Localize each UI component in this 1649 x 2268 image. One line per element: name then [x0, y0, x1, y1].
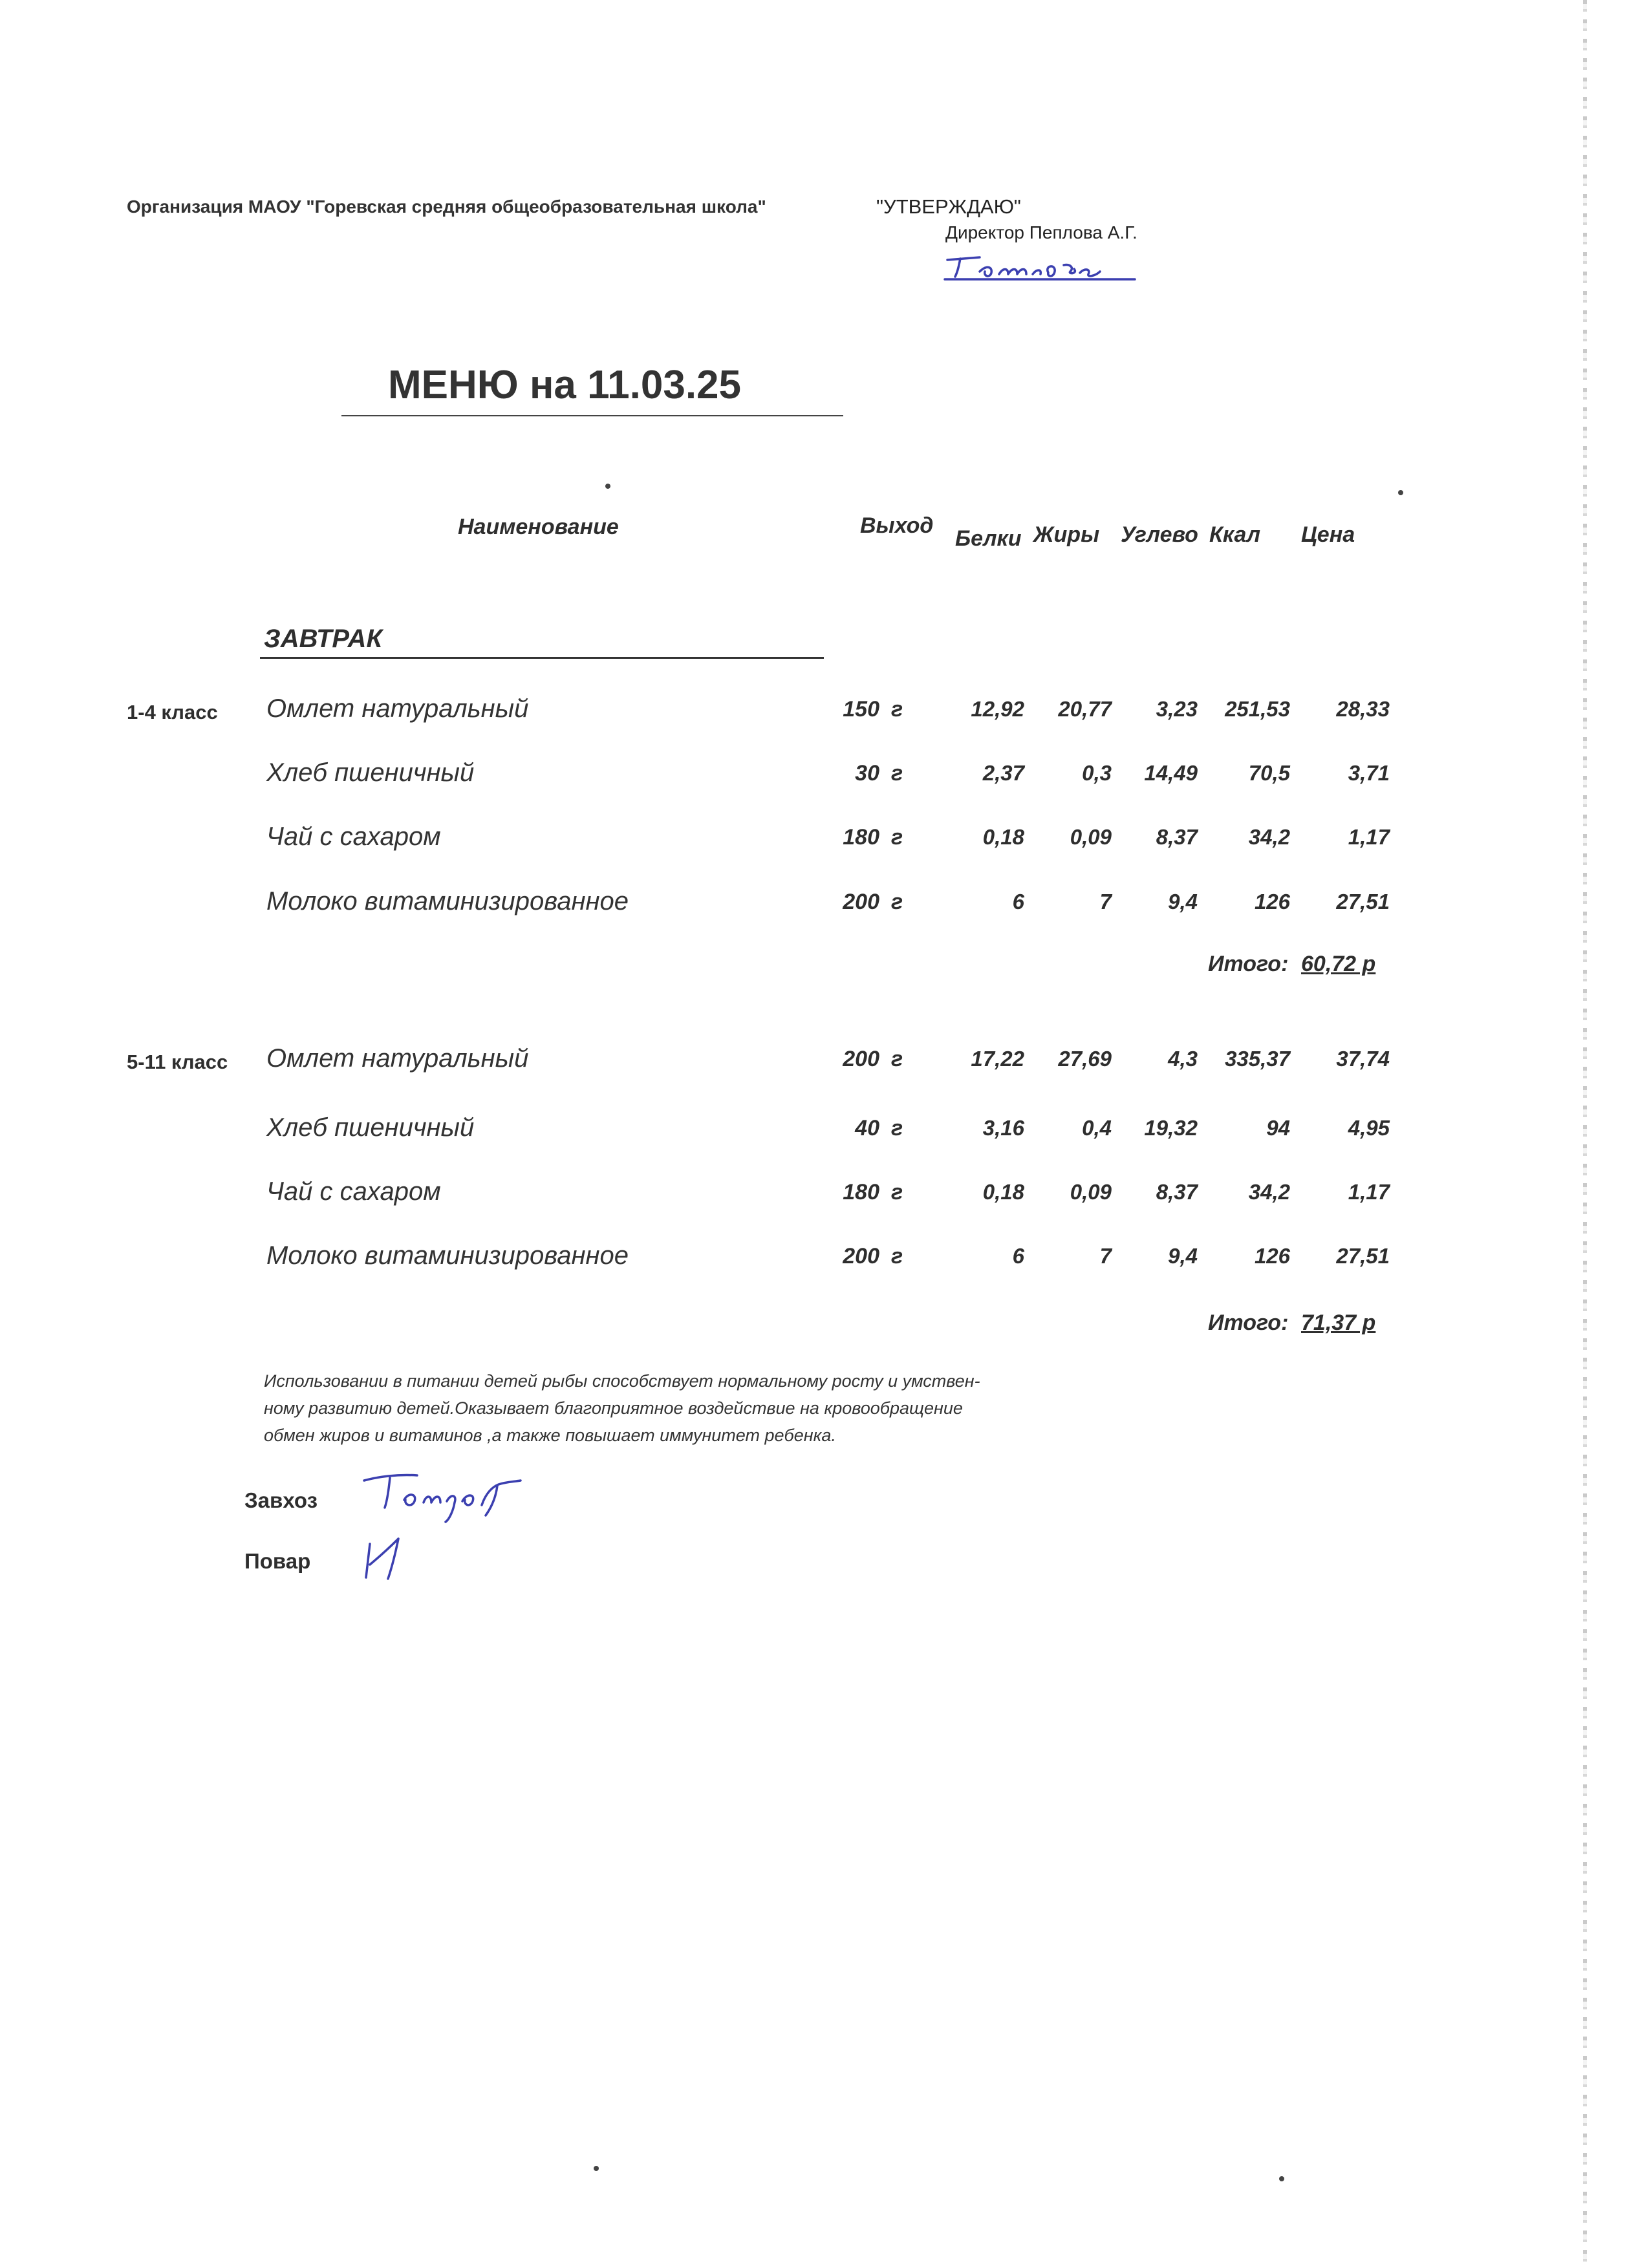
table-row: [0, 1113, 1649, 1146]
scan-speck: [1398, 490, 1403, 495]
cook-label: Повар: [244, 1549, 311, 1573]
dish-price: 37,74: [1336, 1047, 1390, 1071]
scan-speck: [605, 484, 610, 489]
dish-unit: г: [891, 761, 903, 786]
dish-proteins: 12,92: [971, 697, 1024, 721]
dish-carbs: 19,32: [1144, 1116, 1198, 1140]
dish-output: 180: [843, 825, 879, 850]
scan-speck: [594, 2166, 599, 2171]
dish-name: Молоко витаминизированное: [266, 1241, 629, 1270]
dish-fats: 0,4: [1082, 1116, 1112, 1140]
dish-price: 27,51: [1336, 1244, 1390, 1268]
director-line: Директор Пеплова А.Г.: [945, 222, 1137, 242]
table-row: [0, 694, 1649, 727]
col-header-name: Наименование: [458, 515, 619, 539]
dish-name: Чай с сахаром: [266, 822, 441, 851]
scan-speck: [1279, 2176, 1284, 2181]
table-row: [0, 887, 1649, 919]
dish-fats: 0,09: [1070, 1180, 1112, 1204]
grade-label: 5-11 класс: [127, 1051, 228, 1073]
dish-kcal: 251,53: [1225, 697, 1290, 721]
dish-proteins: 3,16: [982, 1116, 1024, 1140]
dish-price: 28,33: [1336, 697, 1390, 721]
dish-price: 27,51: [1336, 890, 1390, 914]
dish-proteins: 0,18: [982, 1180, 1024, 1204]
dish-price: 1,17: [1348, 1180, 1390, 1204]
dish-carbs: 14,49: [1144, 761, 1198, 785]
total-label: Итого:: [1208, 1311, 1289, 1335]
section-underline: [260, 657, 824, 659]
dish-unit: г: [891, 825, 903, 850]
section-title: ЗАВТРАК: [264, 625, 383, 653]
organization-line: Организация МАОУ "Горевская средняя общеобразовательная школа": [127, 197, 766, 217]
dish-name: Хлеб пшеничный: [266, 758, 475, 787]
table-row: [0, 822, 1649, 855]
dish-output: 150: [843, 697, 879, 722]
dish-output: 30: [855, 761, 879, 786]
dish-fats: 20,77: [1058, 697, 1112, 721]
col-header-price: Цена: [1301, 522, 1355, 547]
dish-kcal: 335,37: [1225, 1047, 1290, 1071]
dish-fats: 0,09: [1070, 825, 1112, 849]
dish-price: 4,95: [1348, 1116, 1390, 1140]
approve-stamp-text: "УТВЕРЖДАЮ": [876, 195, 1021, 218]
supply-manager-label: Завхоз: [244, 1488, 318, 1512]
dish-carbs: 8,37: [1156, 1180, 1198, 1204]
col-header-kcal: Ккал: [1209, 522, 1261, 547]
dish-carbs: 9,4: [1168, 1244, 1198, 1268]
title-underline: [341, 415, 843, 416]
director-signature: [941, 246, 1148, 284]
dish-fats: 0,3: [1082, 761, 1112, 785]
dish-output: 200: [843, 1244, 879, 1268]
dish-kcal: 70,5: [1248, 761, 1290, 785]
table-row: [0, 758, 1649, 791]
dish-price: 3,71: [1348, 761, 1390, 785]
table-row: [0, 1044, 1649, 1076]
cook-signature: [362, 1532, 420, 1584]
dish-carbs: 9,4: [1168, 890, 1198, 914]
dish-unit: г: [891, 890, 903, 914]
dish-name: Молоко витаминизированное: [266, 887, 629, 915]
col-header-proteins: Белки: [955, 526, 1022, 551]
dish-unit: г: [891, 1180, 903, 1204]
dish-fats: 27,69: [1058, 1047, 1112, 1071]
dish-output: 200: [843, 890, 879, 914]
dish-kcal: 94: [1266, 1116, 1290, 1140]
dish-proteins: 17,22: [971, 1047, 1024, 1071]
dish-unit: г: [891, 1244, 903, 1268]
dish-proteins: 6: [1012, 890, 1024, 914]
col-header-carbs: Углево: [1121, 522, 1198, 547]
total-label: Итого:: [1208, 952, 1289, 976]
col-header-fats: Жиры: [1033, 522, 1100, 547]
dish-unit: г: [891, 1116, 903, 1140]
dish-carbs: 4,3: [1168, 1047, 1198, 1071]
dish-kcal: 34,2: [1248, 825, 1290, 849]
dish-unit: г: [891, 1047, 903, 1071]
dish-output: 180: [843, 1180, 879, 1204]
dish-proteins: 6: [1012, 1244, 1024, 1268]
dish-kcal: 126: [1254, 890, 1290, 914]
total-value: 60,72 р: [1301, 952, 1376, 976]
dish-name: Хлеб пшеничный: [266, 1113, 475, 1142]
dish-price: 1,17: [1348, 825, 1390, 849]
supply-manager-signature: [359, 1468, 553, 1526]
dish-output: 40: [855, 1116, 879, 1140]
dish-kcal: 34,2: [1248, 1180, 1290, 1204]
grade-label: 1-4 класс: [127, 701, 218, 723]
dish-proteins: 2,37: [982, 761, 1024, 785]
dish-name: Чай с сахаром: [266, 1177, 441, 1206]
page-title: МЕНЮ на 11.03.25: [388, 363, 742, 407]
dish-kcal: 126: [1254, 1244, 1290, 1268]
dish-unit: г: [891, 697, 903, 722]
total-value: 71,37 р: [1301, 1311, 1376, 1335]
nutrition-note: Использовании в питании детей рыбы способствует нормальному росту и умствен- ному развитию детей.Оказывает благоприятное воздействие на кровообращение обмен жиров и витаминов ,а также повышает иммунитет ребенка.: [264, 1371, 980, 1445]
dish-carbs: 8,37: [1156, 825, 1198, 849]
dish-fats: 7: [1099, 1244, 1112, 1268]
col-header-output: Выход: [860, 513, 934, 538]
dish-name: Омлет натуральный: [266, 694, 529, 723]
table-row: [0, 1177, 1649, 1210]
table-row: [0, 1241, 1649, 1274]
dish-name: Омлет натуральный: [266, 1044, 529, 1073]
dish-output: 200: [843, 1047, 879, 1071]
dish-carbs: 3,23: [1156, 697, 1198, 721]
dish-fats: 7: [1099, 890, 1112, 914]
dish-proteins: 0,18: [982, 825, 1024, 849]
